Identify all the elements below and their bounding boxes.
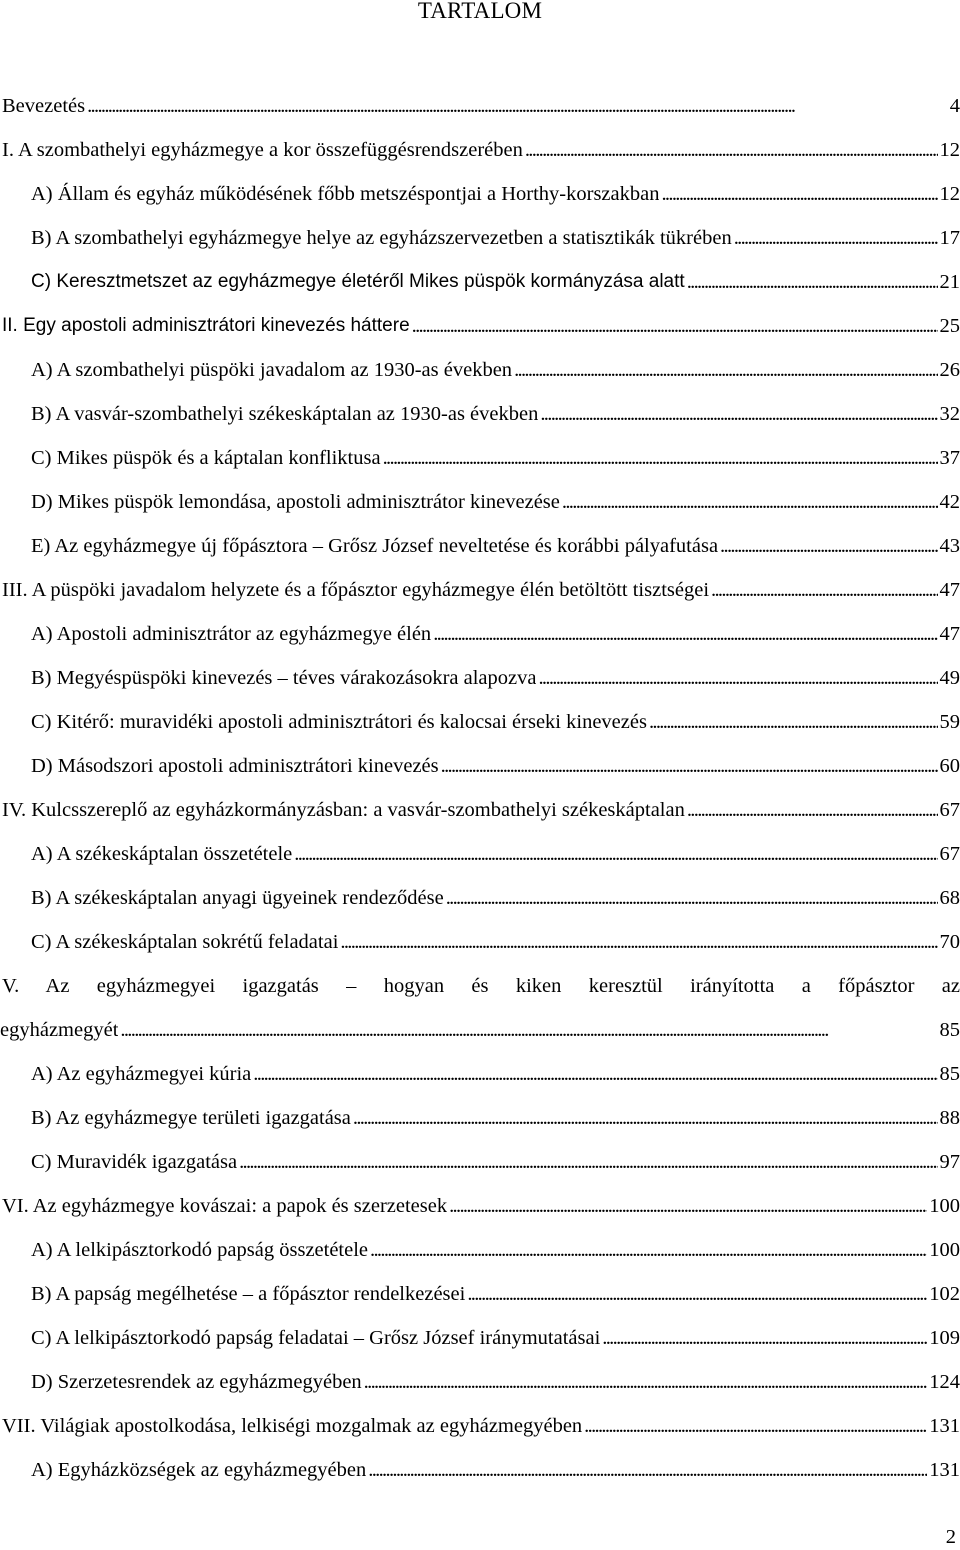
toc-entry[interactable] (0, 1316, 960, 1360)
dot-leader (449, 1184, 927, 1228)
toc-entry-label: A) A szombathelyi püspöki javadalom az 1930-as években (31, 359, 513, 381)
toc-entry-label: A) A székeskáptalan összetétele (31, 843, 293, 865)
dot-leader (467, 1272, 927, 1316)
toc-entry[interactable] (0, 304, 960, 348)
toc-entry[interactable] (0, 392, 960, 436)
toc-entry[interactable] (0, 920, 960, 964)
toc-entry-page: 100 (929, 1195, 960, 1217)
toc-entry-label: VII. Világiak apostolkodása, lelkiségi mozgalmak az egyházmegyében (2, 1415, 583, 1437)
toc-entry[interactable] (0, 1140, 960, 1184)
toc-entry[interactable] (0, 1184, 960, 1228)
toc-entry[interactable] (0, 744, 960, 788)
toc-entry-label-line1: V. Az egyházmegyei igazgatás – hogyan és kiken keresztül irányította a főpásztor az (2, 975, 960, 997)
dot-leader (649, 700, 938, 744)
dot-leader (687, 788, 938, 832)
dot-leader (340, 920, 937, 964)
dot-leader (412, 304, 938, 348)
toc-entry-page: 102 (929, 1283, 960, 1305)
toc-entry-page: 12 (939, 139, 960, 161)
toc-entry-label: E) Az egyházmegye új főpásztora – Grősz József neveltetése és korábbi pályafutása (31, 535, 719, 557)
dot-leader (368, 1448, 927, 1492)
toc-entry[interactable] (0, 1052, 960, 1096)
toc-entry[interactable] (0, 1096, 960, 1140)
toc-entry[interactable] (0, 172, 960, 216)
toc-entry[interactable] (0, 964, 960, 1052)
toc-entry-label: C) A lelkipásztorkodó papság feladatai – Grősz József iránymutatásai (31, 1327, 601, 1349)
toc-entry[interactable] (0, 876, 960, 920)
toc-entry-page: 70 (939, 931, 960, 953)
toc-entry-label: B) A szombathelyi egyházmegye helye az egyházszervezetben a statisztikák tükrében (31, 227, 732, 249)
toc-entry-label: A) Egyházközségek az egyházmegyében (31, 1459, 367, 1481)
toc-entry-page: 42 (939, 491, 960, 513)
toc-entry-page: 47 (939, 579, 960, 601)
dot-leader (687, 260, 938, 304)
toc-entry[interactable] (0, 216, 960, 260)
toc-entry-label: C) Keresztmetszet az egyházmegye életéről Mikes püspök kormányzása alatt (31, 271, 685, 292)
toc-entry[interactable] (0, 480, 960, 524)
toc-entry-label: IV. Kulcsszereplő az egyházkormányzásban: a vasvár-szombathelyi székeskáptalan (2, 799, 685, 821)
toc-entry-page: 85 (939, 1063, 960, 1085)
toc-entry-page: 67 (939, 843, 960, 865)
toc-entry-label: D) Mikes püspök lemondása, apostoli adminisztrátor kinevezése (31, 491, 560, 513)
toc-entry-page: 37 (939, 447, 960, 469)
toc-entry[interactable] (0, 1272, 960, 1316)
toc-entry-page: 32 (939, 403, 960, 425)
dot-leader (661, 172, 937, 216)
toc-entry-page: 43 (939, 535, 960, 557)
toc-entry-label: III. A püspöki javadalom helyzete és a főpásztor egyházmegye élén betöltött tisztségei (2, 579, 710, 601)
toc-entry-label: Bevezetés (2, 95, 86, 117)
toc-entry-page: 100 (929, 1239, 960, 1261)
toc-entry[interactable] (0, 568, 960, 612)
dot-leader (734, 216, 938, 260)
toc-entry-page: 17 (939, 227, 960, 249)
dot-leader (602, 1316, 927, 1360)
toc-entry[interactable] (0, 436, 960, 480)
toc-entry-page: 26 (939, 359, 960, 381)
toc-entry-label: A) A lelkipásztorkodó papság összetétele (31, 1239, 369, 1261)
toc-entry[interactable] (0, 1404, 960, 1448)
toc-entry-page: 85 (939, 1019, 960, 1041)
toc-entry-label: B) A papság megélhetése – a főpásztor rendelkezései (31, 1283, 466, 1305)
toc-entry-page: 131 (929, 1459, 960, 1481)
dot-leader (720, 524, 937, 568)
dot-leader (383, 436, 938, 480)
toc-entry-label: A) Állam és egyház működésének főbb metszéspontjai a Horthy-korszakban (31, 183, 660, 205)
dot-leader (120, 1008, 937, 1052)
toc-entry[interactable] (0, 348, 960, 392)
toc-entry-page: 131 (929, 1415, 960, 1437)
toc-entry[interactable] (0, 700, 960, 744)
toc-entry-page: 68 (939, 887, 960, 909)
dot-leader (540, 392, 937, 436)
dot-leader (446, 876, 938, 920)
toc-entry-page: 67 (939, 799, 960, 821)
page-number: 2 (945, 1526, 956, 1548)
toc-entry-label: A) Az egyházmegyei kúria (31, 1063, 252, 1085)
toc-entry[interactable] (0, 832, 960, 876)
toc-entry[interactable] (0, 84, 960, 128)
toc-entry-label: D) Másodszori apostoli adminisztrátori kinevezés (31, 755, 439, 777)
toc-entry-label: C) A székeskáptalan sokrétű feladatai (31, 931, 339, 953)
toc-entry-page: 60 (939, 755, 960, 777)
toc-entry[interactable] (0, 612, 960, 656)
toc-entry-page: 97 (939, 1151, 960, 1173)
toc-entry-page: 4 (949, 95, 960, 117)
dot-leader (538, 656, 937, 700)
toc-entry-label: C) Muravidék igazgatása (31, 1151, 238, 1173)
toc-entry-page: 59 (939, 711, 960, 733)
toc-entry[interactable] (0, 260, 960, 304)
dot-leader (584, 1404, 927, 1448)
toc-entry-page: 124 (929, 1371, 960, 1393)
dot-leader (441, 744, 938, 788)
toc-entry-page: 88 (939, 1107, 960, 1129)
toc-entry[interactable] (0, 788, 960, 832)
toc-entry-page: 47 (939, 623, 960, 645)
dot-leader (433, 612, 937, 656)
toc-entry-label: II. Egy apostoli adminisztrátori kinevezés háttere (2, 315, 410, 336)
table-of-contents (0, 84, 960, 1492)
toc-entry-label: B) Megyéspüspöki kinevezés – téves várakozásokra alapozva (31, 667, 537, 689)
dot-leader (239, 1140, 937, 1184)
toc-entry-label: C) Mikes püspök és a káptalan konfliktusa (31, 447, 381, 469)
toc-entry[interactable] (0, 1360, 960, 1404)
toc-entry-page: 25 (939, 315, 960, 337)
toc-entry-label: B) A vasvár-szombathelyi székeskáptalan az 1930-as években (31, 403, 539, 425)
toc-entry[interactable] (0, 656, 960, 700)
toc-entry-page: 12 (939, 183, 960, 205)
toc-entry-page: 109 (929, 1327, 960, 1349)
toc-entry-label-line2: egyházmegyét (0, 1019, 119, 1041)
toc-entry-label: D) Szerzetesrendek az egyházmegyében (31, 1371, 362, 1393)
dot-leader (711, 568, 937, 612)
toc-entry-label: C) Kitérő: muravidéki apostoli adminisztrátori és kalocsai érseki kinevezés (31, 711, 647, 733)
toc-entry[interactable] (0, 1228, 960, 1272)
page-title: TARTALOM (417, 0, 543, 23)
toc-entry-page: 49 (939, 667, 960, 689)
dot-leader (562, 480, 938, 524)
toc-entry-label: B) A székeskáptalan anyagi ügyeinek rendeződése (31, 887, 444, 909)
dot-leader (370, 1228, 927, 1272)
toc-entry[interactable] (0, 128, 960, 172)
dot-leader (514, 348, 937, 392)
toc-entry-label: A) Apostoli adminisztrátor az egyházmegye élén (31, 623, 432, 645)
toc-entry-second-line (0, 1008, 960, 1052)
toc-entry-label: VI. Az egyházmegye kovászai: a papok és szerzetesek (2, 1195, 448, 1217)
toc-entry[interactable] (0, 524, 960, 568)
dot-leader (87, 84, 948, 128)
dot-leader (525, 128, 938, 172)
dot-leader (294, 832, 937, 876)
toc-entry-label: B) Az egyházmegye területi igazgatása (31, 1107, 351, 1129)
toc-entry[interactable] (0, 1448, 960, 1492)
dot-leader (364, 1360, 928, 1404)
toc-entry-page: 21 (939, 271, 960, 293)
dot-leader (253, 1052, 937, 1096)
toc-entry-label: I. A szombathelyi egyházmegye a kor összefüggésrendszerében (2, 139, 523, 161)
dot-leader (353, 1096, 938, 1140)
